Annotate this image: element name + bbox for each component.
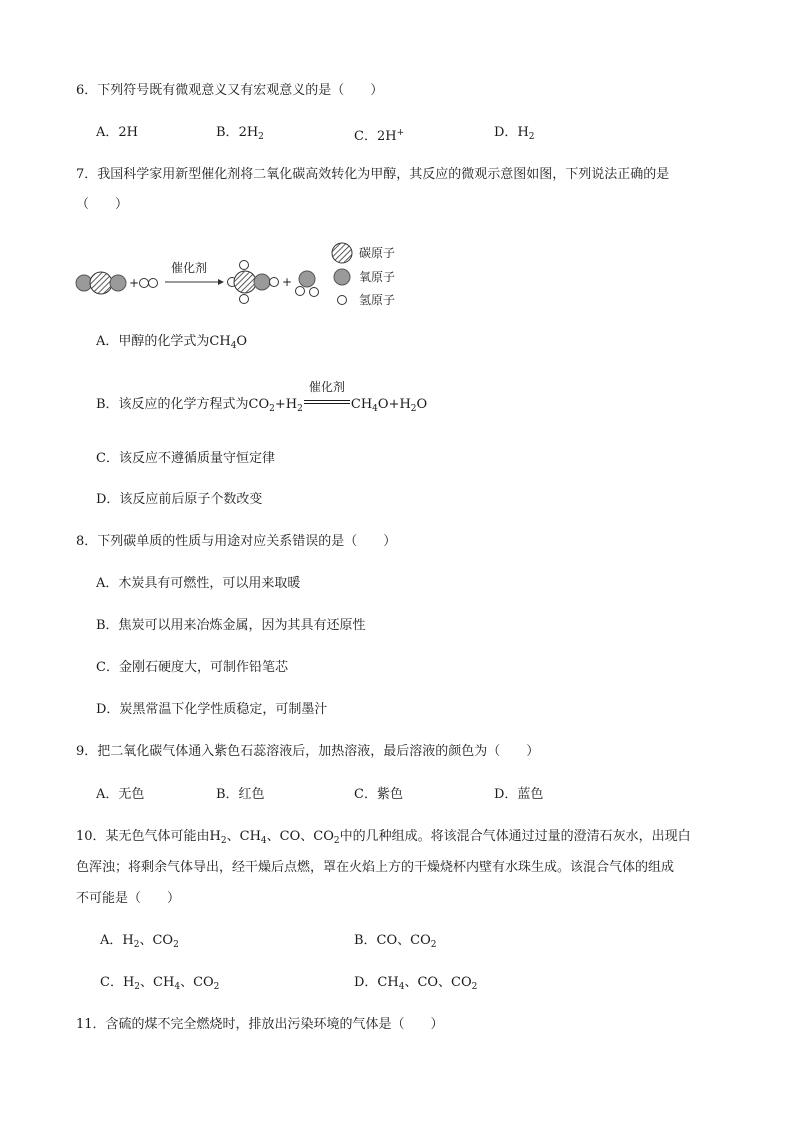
q8-option-a: A．木炭具有可燃性，可以用来取暖 [96, 576, 301, 591]
water-molecule [296, 271, 319, 297]
q6-option-d: D．$H_2$ [494, 125, 535, 142]
reaction-diagram [70, 236, 430, 312]
q7-option-c: C．该反应不遵循质量守恒定律 [96, 451, 275, 466]
co2-molecule [76, 272, 126, 294]
q8-option-c: C．金刚石硬度大，可制作铅笔芯 [96, 660, 288, 675]
catalyst-equals-sign: 催化剂 [304, 392, 350, 410]
q10-option-b: B．CO、$CO_2$ [354, 933, 437, 950]
q10-option-a: A．$H_2$、$CO_2$ [100, 933, 179, 950]
q7-option-b: B．该反应的化学方程式为$CO_2+H_2$ 催化剂 $CH_4O+H_2O$ [96, 380, 428, 414]
q10-stem-line3: 不可能是（ ） [76, 891, 181, 906]
q6-option-c: C．2H+ [354, 128, 405, 144]
h2-molecule [140, 279, 158, 288]
q8-option-d: D．炭黑常温下化学性质稳定，可制墨汁 [96, 702, 328, 717]
q10-stem-line2: 色浑浊；将剩余气体导出，经干燥后点燃，罩在火焰上方的干燥烧杯内壁有水珠生成。该混合气体的组成 [76, 860, 675, 875]
q7-option-d: D．该反应前后原子个数改变 [96, 492, 263, 507]
q7-stem-line1: 7．我国科学家用新型催化剂将二氧化碳高效转化为甲醇，其反应的微观示意图如图，下列说法正确的是 [76, 167, 670, 182]
q11-stem: 11．含硫的煤不完全燃烧时，排放出污染环境的气体是（ ） [76, 1017, 444, 1032]
hydrogen-atom-legend-icon [338, 296, 347, 305]
methanol-molecule [228, 261, 279, 304]
q8-option-b: B．焦炭可以用来冶炼金属，因为其具有还原性 [96, 618, 366, 633]
plus-sign-1: + [129, 276, 140, 290]
legend-oxygen-label: 氧原子 [359, 270, 396, 284]
diagram-legend [332, 243, 395, 307]
q10-option-d: D．$CH_4$、CO、$CO_2$ [354, 975, 478, 992]
q9-option-c: C．紫色 [354, 787, 403, 802]
q6-option-a: A．2H [96, 125, 138, 140]
q8-stem: 8．下列碳单质的性质与用途对应关系错误的是（ ） [76, 534, 397, 549]
q10-stem-line1: 10．某无色气体可能由$H_2$、$CH_4$、CO、$CO_2$中的几种组成。将该混合气体通过过量的澄清石灰水，出现白 [76, 829, 691, 846]
legend-hydrogen-label: 氢原子 [359, 293, 396, 307]
q9-option-d: D．蓝色 [494, 787, 544, 802]
q9-option-b: B．红色 [216, 787, 265, 802]
legend-carbon-label: 碳原子 [359, 246, 396, 260]
q9-stem: 9．把二氧化碳气体通入紫色石蕊溶液后，加热溶液，最后溶液的颜色为（ ） [76, 744, 540, 759]
q6-option-b: B．$2H_2$ [216, 125, 264, 142]
oxygen-atom-legend-icon [334, 269, 350, 285]
q6-stem: 6．下列符号既有微观意义又有宏观意义的是（ ） [76, 83, 384, 98]
q7-stem-line2: （ ） [76, 197, 129, 212]
q7-option-a: A．甲醇的化学式为$CH_4O$ [96, 334, 248, 351]
plus-sign-2: + [282, 275, 293, 289]
q10-option-c: C．$H_2$、$CH_4$、$CO_2$ [100, 975, 220, 992]
reaction-arrow [165, 279, 224, 285]
catalyst-label: 催化剂 [171, 261, 208, 275]
carbon-atom-legend-icon [332, 243, 352, 263]
q9-option-a: A．无色 [96, 787, 145, 802]
